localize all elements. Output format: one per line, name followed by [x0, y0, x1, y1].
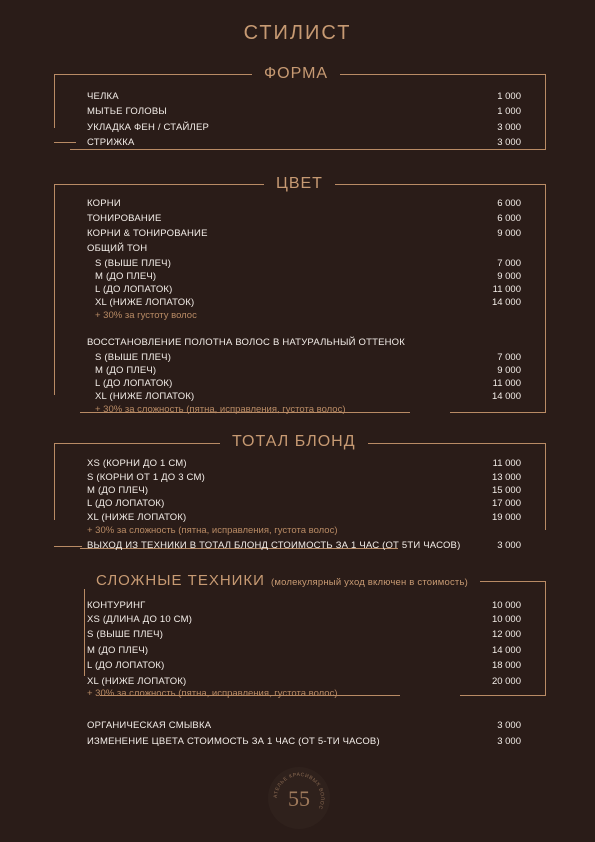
list-item: ЧЕЛКА [87, 91, 119, 102]
surcharge-note: + 30% за сложность (пятна, исправления, густота волос) [87, 525, 338, 536]
section-subtitle: (молекулярный уход включен в стоимость) [270, 577, 468, 588]
list-item: ВЫХОД ИЗ ТЕХНИКИ В ТОТАЛ БЛОНД СТОИМОСТЬ ЗА 1 ЧАС (ОТ 5ТИ ЧАСОВ) [87, 540, 461, 551]
price: 12 000 [491, 629, 521, 640]
list-item: M (ДО ПЛЕЧ) [95, 271, 157, 282]
price: 9 000 [497, 271, 521, 282]
price: 11 000 [492, 458, 521, 469]
price: 1 000 [497, 106, 521, 117]
section-title-complex [84, 572, 480, 589]
section-title-text: СЛОЖНЫЕ ТЕХНИКИ [96, 572, 265, 589]
logo-number: 55 [288, 786, 310, 811]
price: 18 000 [491, 660, 521, 671]
price: 13 000 [491, 472, 521, 483]
list-item: XL (НИЖЕ ЛОПАТОК) [95, 391, 195, 402]
list-item: M (ДО ПЛЕЧ) [95, 365, 157, 376]
list-item: S (КОРНИ ОТ 1 ДО 3 СМ) [87, 472, 205, 483]
price: 10 000 [491, 614, 521, 625]
price: 14 000 [491, 297, 521, 308]
list-item: L (ДО ЛОПАТОК) [87, 660, 165, 671]
logo-mark [268, 767, 330, 829]
section-title-blond: ТОТАЛ БЛОНД [220, 433, 368, 451]
page-title: СТИЛИСТ [243, 22, 352, 44]
price: 11 000 [492, 284, 521, 295]
list-item: L (ДО ЛОПАТОК) [95, 378, 173, 389]
list-item: УКЛАДКА ФЕН / СТАЙЛЕР [87, 122, 210, 133]
list-item: XL (НИЖЕ ЛОПАТОК) [87, 512, 187, 523]
list-item: КОНТУРИНГ [87, 600, 146, 611]
list-item: ИЗМЕНЕНИЕ ЦВЕТА СТОИМОСТЬ ЗА 1 ЧАС (ОТ 5-ТИ ЧАСОВ) [87, 736, 380, 747]
list-item: XS (ДЛИНА ДО 10 СМ) [87, 614, 193, 625]
price: 11 000 [492, 378, 521, 389]
list-item: S (ВЫШЕ ПЛЕЧ) [87, 629, 164, 640]
price: 6 000 [497, 198, 521, 209]
price: 17 000 [491, 498, 521, 509]
list-item: СТРИЖКА [87, 137, 135, 148]
surcharge-note: + 30% за сложность (пятна, исправления, густота волос) [87, 688, 338, 699]
list-item: КОРНИ [87, 198, 121, 209]
surcharge-note: + 30% за густоту волос [95, 310, 197, 321]
price: 3 000 [497, 540, 521, 551]
list-item: XL (НИЖЕ ЛОПАТОК) [87, 676, 187, 687]
price: 9 000 [497, 365, 521, 376]
price: 14 000 [491, 645, 521, 656]
list-item: L (ДО ЛОПАТОК) [87, 498, 165, 509]
list-item: S (ВЫШЕ ПЛЕЧ) [95, 258, 172, 269]
list-item: ОБЩИЙ ТОН [87, 243, 148, 254]
section-title-forma: ФОРМА [252, 65, 340, 83]
price: 20 000 [491, 676, 521, 687]
logo-ring-text: АТЕЛЬЕ КРАСИВЫХ ВОЛОС [272, 771, 326, 811]
list-item: M (ДО ПЛЕЧ) [87, 485, 149, 496]
price: 14 000 [491, 391, 521, 402]
price: 9 000 [497, 228, 521, 239]
list-item: S (ВЫШЕ ПЛЕЧ) [95, 352, 172, 363]
price: 19 000 [491, 512, 521, 523]
list-item: XS (КОРНИ ДО 1 СМ) [87, 458, 187, 469]
price: 3 000 [497, 122, 521, 133]
price: 6 000 [497, 213, 521, 224]
price: 7 000 [497, 352, 521, 363]
list-item: КОРНИ & ТОНИРОВАНИЕ [87, 228, 208, 239]
subsection-title: ВОССТАНОВЛЕНИЕ ПОЛОТНА ВОЛОС В НАТУРАЛЬНЫЙ ОТТЕНОК [87, 337, 405, 348]
price: 7 000 [497, 258, 521, 269]
list-item: M (ДО ПЛЕЧ) [87, 645, 149, 656]
price: 15 000 [491, 485, 521, 496]
price: 10 000 [491, 600, 521, 611]
list-item: L (ДО ЛОПАТОК) [95, 284, 173, 295]
price: 1 000 [497, 91, 521, 102]
brand-logo [268, 767, 330, 829]
list-item: МЫТЬЕ ГОЛОВЫ [87, 106, 168, 117]
list-item: XL (НИЖЕ ЛОПАТОК) [95, 297, 195, 308]
list-item: ОРГАНИЧЕСКАЯ СМЫВКА [87, 720, 212, 731]
list-item: ТОНИРОВАНИЕ [87, 213, 162, 224]
section-title-cvet: ЦВЕТ [264, 175, 335, 193]
price: 3 000 [497, 736, 521, 747]
price: 3 000 [497, 137, 521, 148]
price: 3 000 [497, 720, 521, 731]
surcharge-note: + 30% за сложность (пятна, исправления, густота волос) [95, 404, 346, 415]
